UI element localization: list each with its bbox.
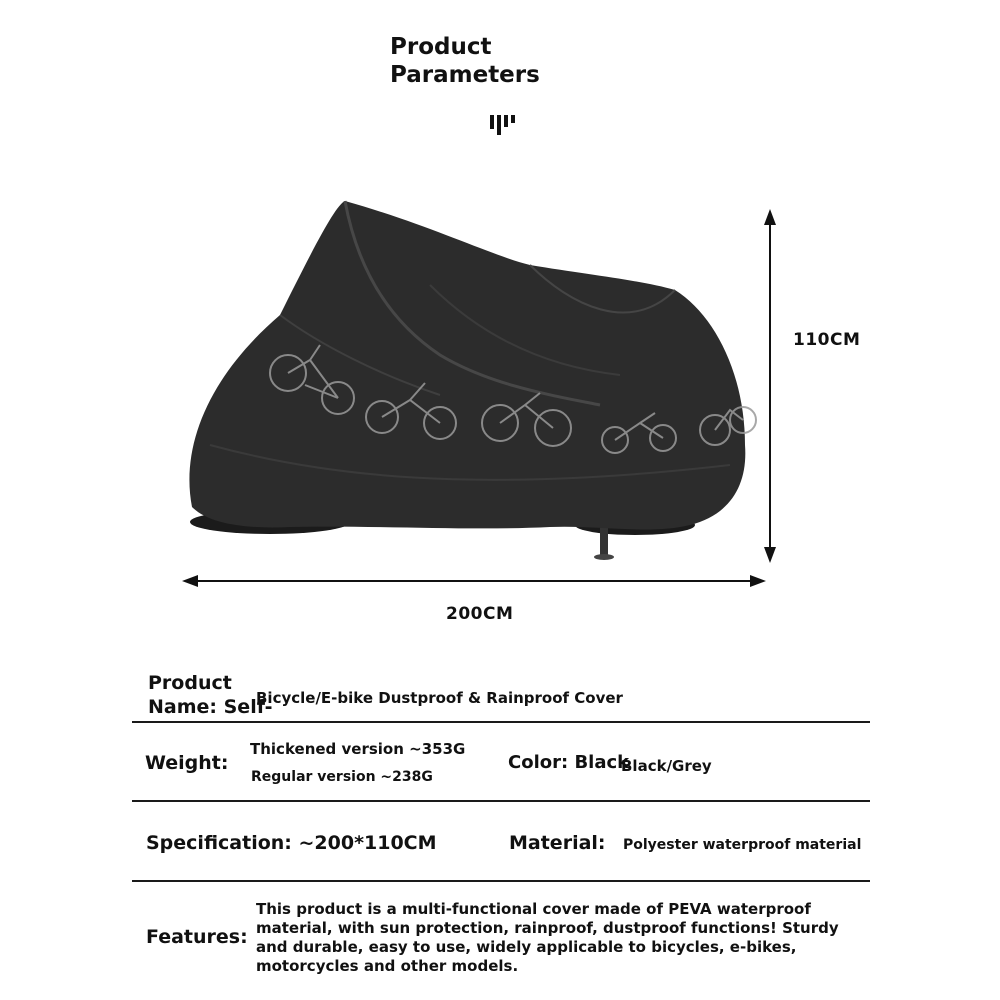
width-dimension-label: 200CM (446, 604, 514, 624)
product-name-label-line2: Name: Self- (148, 696, 273, 718)
weight-regular-value: Regular version ~238G (251, 769, 433, 785)
title-decoration-icon (488, 113, 518, 135)
height-dimension-label: 110CM (793, 330, 861, 350)
material-value: Polyester waterproof material (623, 837, 862, 853)
divider (132, 721, 870, 723)
divider (132, 880, 870, 882)
product-name-label (148, 671, 273, 719)
product-name-value: Bicycle/E-bike Dustproof & Rainproof Cover (256, 689, 623, 707)
bicycle-cover-icon (170, 195, 790, 595)
color-value: Black/Grey (621, 757, 712, 775)
color-label: Color: Black (508, 752, 630, 773)
page-title (390, 33, 540, 89)
divider (132, 800, 870, 802)
features-text: This product is a multi-functional cover made of PEVA waterproof material, with sun protection, rainproof, dustproof functions! Sturdy and durable, easy to use, widely applicable to bicycles, e-bikes, motorcycles and other models. (256, 900, 839, 975)
weight-thick-value: Thickened version ~353G (250, 740, 466, 758)
material-label: Material: (509, 832, 606, 854)
title-line-1: Product (390, 34, 492, 60)
product-name-label-line1: Product (148, 672, 232, 694)
specification-label: Specification: ~200*110CM (146, 832, 437, 854)
features-label: Features: (146, 926, 248, 948)
title-line-2: Parameters (390, 62, 540, 88)
weight-label: Weight: (145, 752, 229, 774)
